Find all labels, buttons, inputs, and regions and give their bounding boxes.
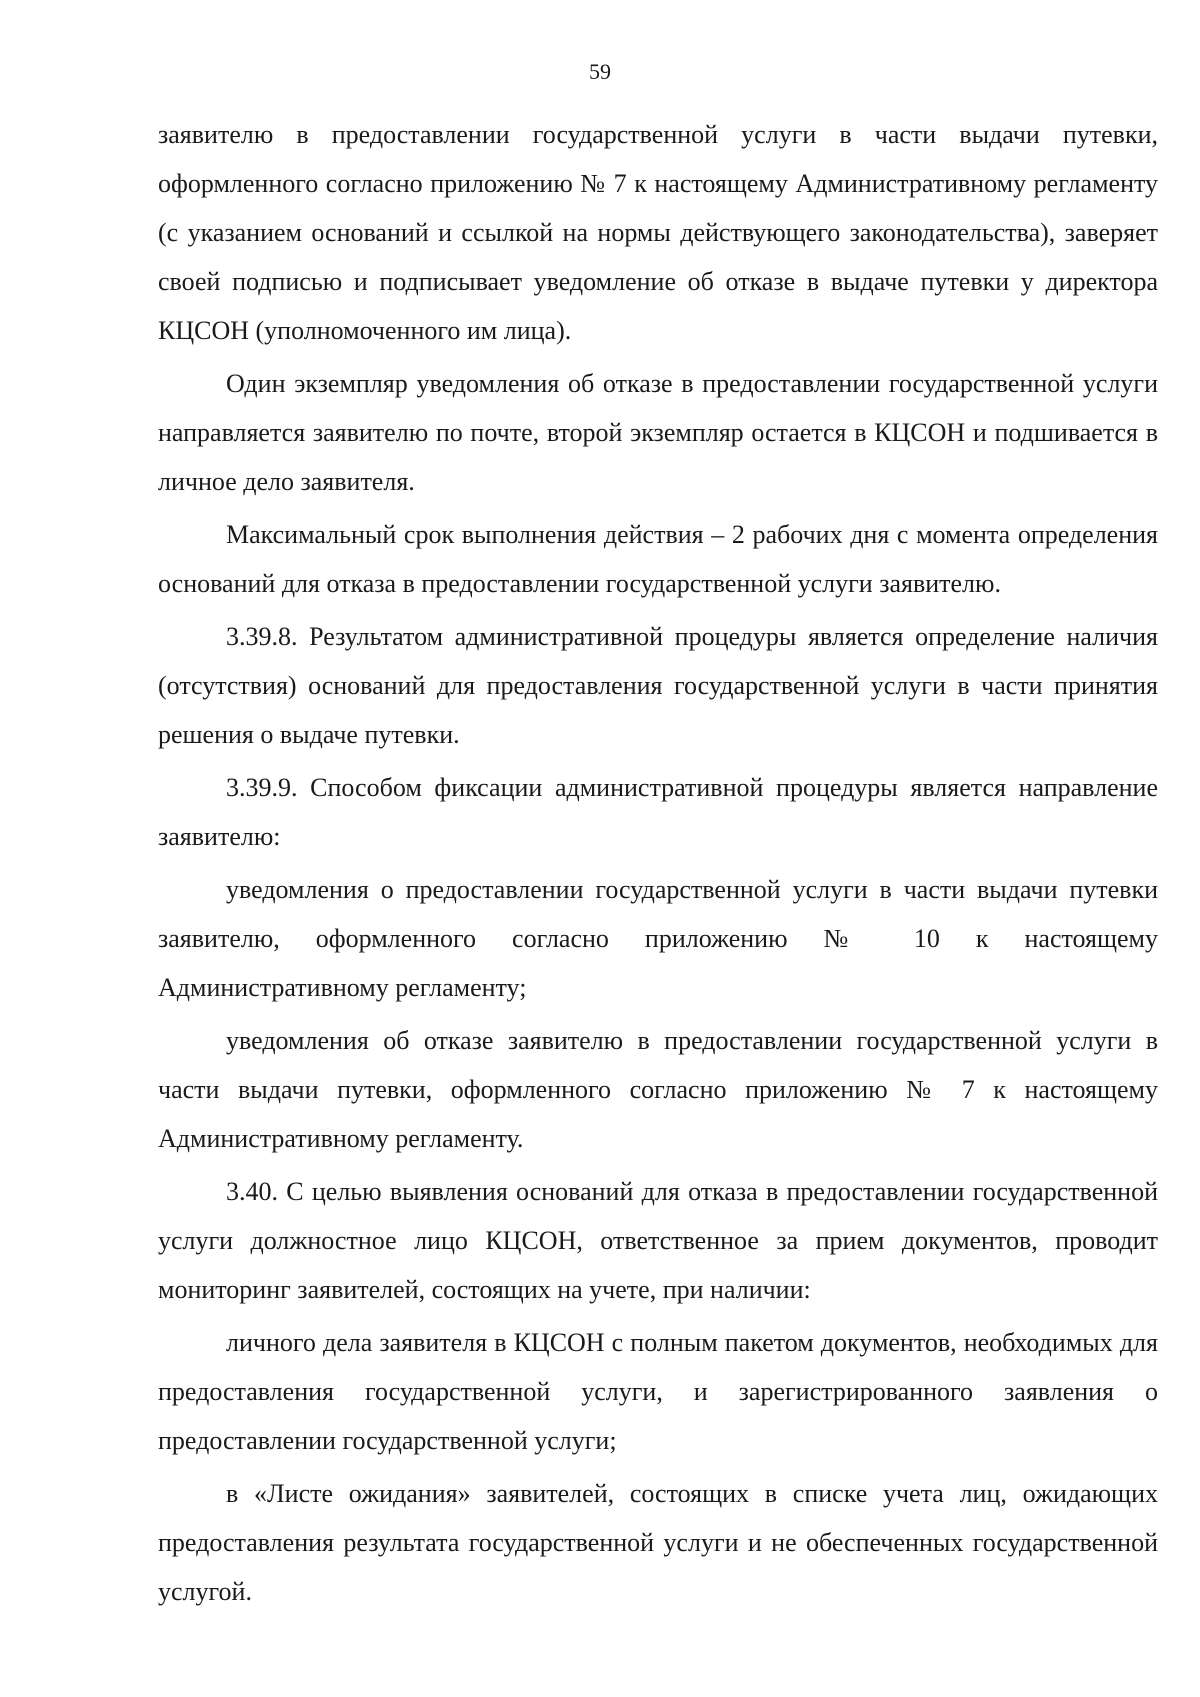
paragraph-7: уведомления об отказе заявителю в предоставлении государственной услуги в части выдачи путевки, оформленного согласно приложению № 7 к настоящему Административному регламенту.: [158, 1026, 1158, 1153]
paragraph-10: в «Листе ожидания» заявителей, состоящих в списке учета лиц, ожидающих предоставления результата государственной услуги и не обеспеченных государственной услугой.: [158, 1479, 1158, 1606]
paragraph-8: 3.40. С целью выявления оснований для отказа в предоставлении государственной услуги должностное лицо КЦСОН, ответственное за прием документов, проводит мониторинг заявителей, состоящих на учете, при наличии:: [158, 1177, 1158, 1304]
paragraph-5: 3.39.9. Способом фиксации административной процедуры является направление заявителю:: [158, 773, 1158, 851]
paragraph-9: личного дела заявителя в КЦСОН с полным пакетом документов, необходимых для предоставления государственной услуги, и зарегистрированного заявления о предоставлении государственной услуги;: [158, 1328, 1158, 1455]
paragraph-6: уведомления о предоставлении государственной услуги в части выдачи путевки заявителю, оформленного согласно приложению № 10 к настоящему Административному регламенту;: [158, 875, 1158, 1002]
page-number: 59: [589, 59, 611, 84]
paragraph-2: Один экземпляр уведомления об отказе в предоставлении государственной услуги направляется заявителю по почте, второй экземпляр остается в КЦСОН и подшивается в личное дело заявителя.: [158, 369, 1158, 496]
paragraph-4: 3.39.8. Результатом административной процедуры является определение наличия (отсутствия) оснований для предоставления государственной услуги в части принятия решения о выдаче путевки.: [158, 622, 1158, 749]
paragraph-1: заявителю в предоставлении государственной услуги в части выдачи путевки, оформленного согласно приложению № 7 к настоящему Административному регламенту (с указанием оснований и ссылкой на нормы действующего законодательства), заверяет своей подписью и подписывает уведомление об отказе в выдаче путевки у директора КЦСОН (уполномоченного им лица).: [158, 120, 1158, 345]
paragraph-3: Максимальный срок выполнения действия – 2 рабочих дня с момента определения оснований для отказа в предоставлении государственной услуги заявителю.: [158, 520, 1158, 598]
page-body: [158, 110, 1158, 1620]
